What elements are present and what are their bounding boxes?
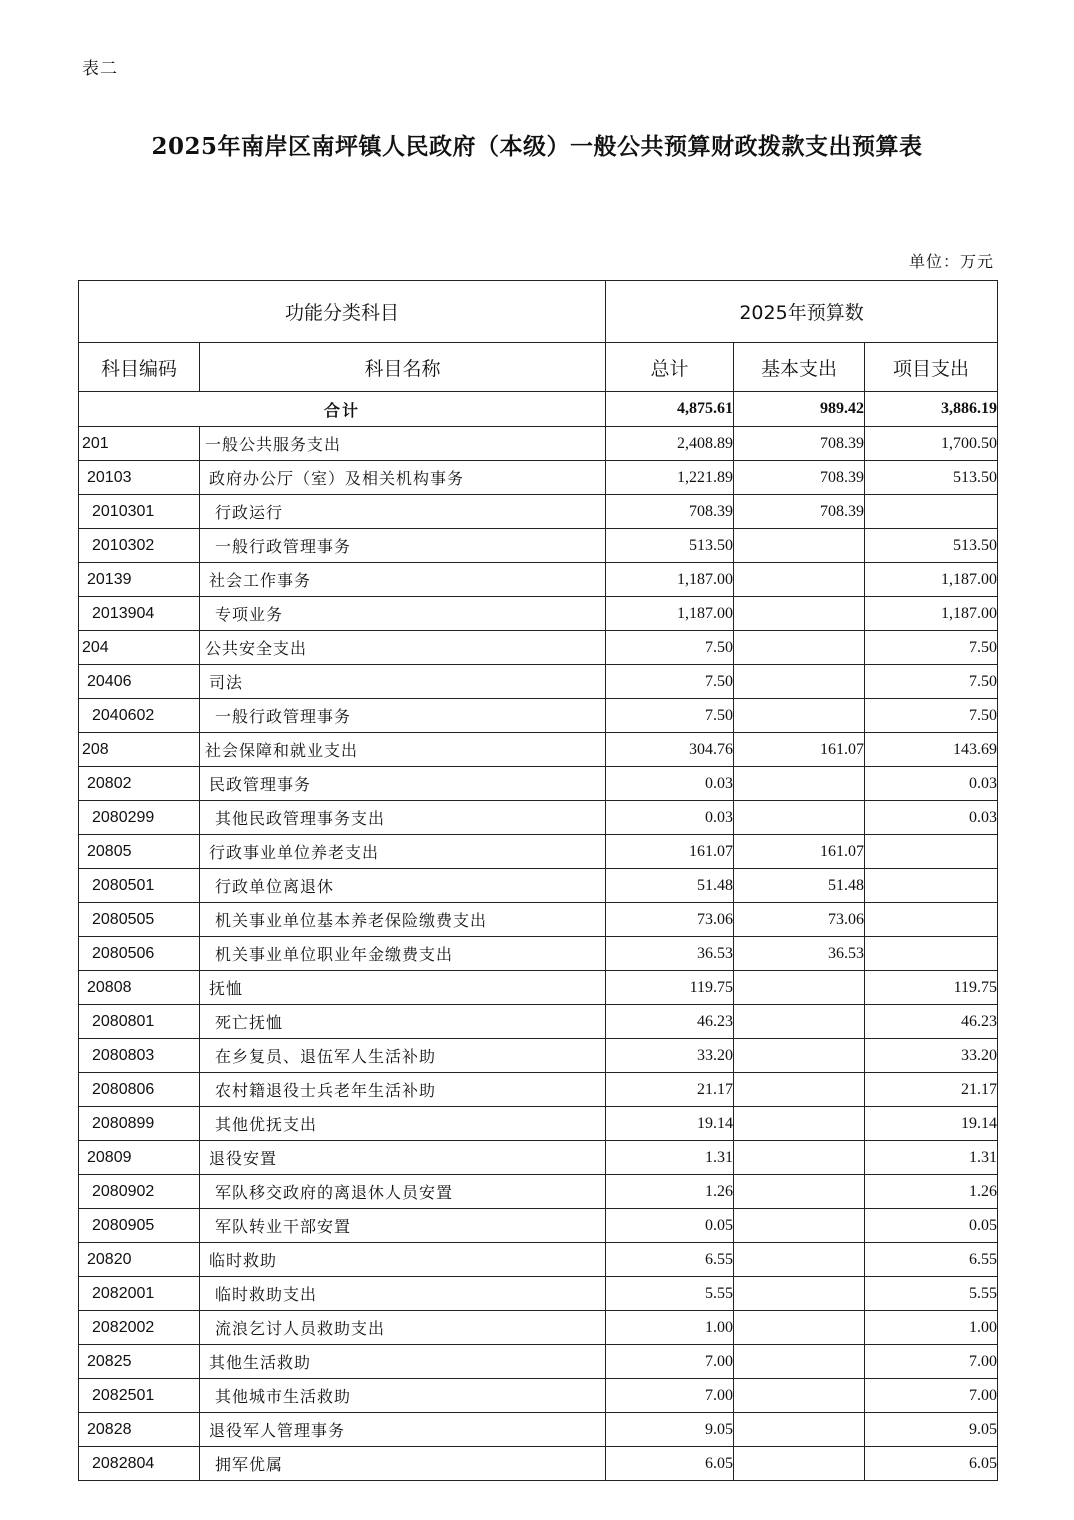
- row-basic: [734, 1107, 865, 1141]
- row-basic: [734, 563, 865, 597]
- row-name: 一般行政管理事务: [200, 699, 606, 733]
- table-row: [79, 971, 998, 1005]
- row-code: 2080902: [79, 1175, 200, 1209]
- table-row: [79, 937, 998, 971]
- table-row: [79, 631, 998, 665]
- row-basic: [734, 1209, 865, 1243]
- budget-table: [78, 280, 998, 1481]
- row-name: 行政事业单位养老支出: [200, 835, 606, 869]
- header-project: 项目支出: [865, 343, 998, 392]
- table-row: [79, 1379, 998, 1413]
- table-row: [79, 563, 998, 597]
- row-project: 46.23: [865, 1005, 998, 1039]
- row-name: 司法: [200, 665, 606, 699]
- row-total: 1.26: [606, 1175, 734, 1209]
- row-code: 20828: [79, 1413, 200, 1447]
- row-basic: [734, 1039, 865, 1073]
- row-project: 0.05: [865, 1209, 998, 1243]
- row-project: 143.69: [865, 733, 998, 767]
- row-basic: [734, 1345, 865, 1379]
- table-row: [79, 427, 998, 461]
- row-name: 民政管理事务: [200, 767, 606, 801]
- row-basic: [734, 971, 865, 1005]
- row-basic: [734, 1141, 865, 1175]
- header-row-group: [79, 281, 998, 343]
- row-total: 1.31: [606, 1141, 734, 1175]
- row-name: 抚恤: [200, 971, 606, 1005]
- row-project: 119.75: [865, 971, 998, 1005]
- row-project: 5.55: [865, 1277, 998, 1311]
- row-basic: 73.06: [734, 903, 865, 937]
- table-row: [79, 1209, 998, 1243]
- row-total: 6.55: [606, 1243, 734, 1277]
- row-code: 20103: [79, 461, 200, 495]
- row-project: 1.26: [865, 1175, 998, 1209]
- row-basic: [734, 529, 865, 563]
- table-row: [79, 1277, 998, 1311]
- table-row: [79, 597, 998, 631]
- row-basic: [734, 1447, 865, 1481]
- row-code: 2080801: [79, 1005, 200, 1039]
- row-basic: 36.53: [734, 937, 865, 971]
- row-name: 社会保障和就业支出: [200, 733, 606, 767]
- row-name: 临时救助: [200, 1243, 606, 1277]
- row-name: 机关事业单位职业年金缴费支出: [200, 937, 606, 971]
- row-name: 政府办公厅（室）及相关机构事务: [200, 461, 606, 495]
- table-row: [79, 1447, 998, 1481]
- table-row: [79, 767, 998, 801]
- row-project: 513.50: [865, 529, 998, 563]
- row-total: 51.48: [606, 869, 734, 903]
- table-row: [79, 1413, 998, 1447]
- row-name: 其他城市生活救助: [200, 1379, 606, 1413]
- row-code: 20825: [79, 1345, 200, 1379]
- row-name: 临时救助支出: [200, 1277, 606, 1311]
- row-total: 19.14: [606, 1107, 734, 1141]
- row-code: 20820: [79, 1243, 200, 1277]
- row-total: 0.03: [606, 801, 734, 835]
- table-row: [79, 699, 998, 733]
- row-name: 在乡复员、退伍军人生活补助: [200, 1039, 606, 1073]
- row-total: 73.06: [606, 903, 734, 937]
- row-code: 208: [79, 733, 200, 767]
- table-row: [79, 1243, 998, 1277]
- row-code: 20406: [79, 665, 200, 699]
- row-total: 36.53: [606, 937, 734, 971]
- row-basic: [734, 1175, 865, 1209]
- table-row: [79, 495, 998, 529]
- row-project: 19.14: [865, 1107, 998, 1141]
- row-basic: [734, 1413, 865, 1447]
- total-basic: 989.42: [734, 392, 865, 427]
- row-basic: [734, 767, 865, 801]
- table-row: [79, 1345, 998, 1379]
- row-total: 7.50: [606, 665, 734, 699]
- row-code: 2080803: [79, 1039, 200, 1073]
- row-project: 7.50: [865, 699, 998, 733]
- row-project: 1.31: [865, 1141, 998, 1175]
- row-code: 2080899: [79, 1107, 200, 1141]
- row-basic: [734, 1005, 865, 1039]
- row-project: [865, 835, 998, 869]
- row-total: 0.03: [606, 767, 734, 801]
- row-project: [865, 869, 998, 903]
- row-name: 拥军优属: [200, 1447, 606, 1481]
- table-row: [79, 835, 998, 869]
- row-code: 2010301: [79, 495, 200, 529]
- row-total: 9.05: [606, 1413, 734, 1447]
- row-name: 农村籍退役士兵老年生活补助: [200, 1073, 606, 1107]
- row-basic: 708.39: [734, 427, 865, 461]
- row-name: 机关事业单位基本养老保险缴费支出: [200, 903, 606, 937]
- row-basic: 161.07: [734, 733, 865, 767]
- document-title: 2025年南岸区南坪镇人民政府（本级）一般公共预算财政拨款支出预算表: [151, 133, 923, 160]
- row-code: 204: [79, 631, 200, 665]
- row-code: 2040602: [79, 699, 200, 733]
- row-name: 军队移交政府的离退休人员安置: [200, 1175, 606, 1209]
- row-total: 7.50: [606, 699, 734, 733]
- row-code: 2082002: [79, 1311, 200, 1345]
- row-code: 20805: [79, 835, 200, 869]
- header-budget-amount: 2025年预算数: [606, 281, 998, 343]
- row-name: 死亡抚恤: [200, 1005, 606, 1039]
- row-total: 7.00: [606, 1379, 734, 1413]
- row-total: 1.00: [606, 1311, 734, 1345]
- header-name: 科目名称: [200, 343, 606, 392]
- row-code: 2082804: [79, 1447, 200, 1481]
- row-name: 一般行政管理事务: [200, 529, 606, 563]
- row-total: 2,408.89: [606, 427, 734, 461]
- row-name: 其他优抚支出: [200, 1107, 606, 1141]
- row-total: 513.50: [606, 529, 734, 563]
- total-sum: 4,875.61: [606, 392, 734, 427]
- total-row: [79, 392, 998, 427]
- row-name: 行政单位离退休: [200, 869, 606, 903]
- row-total: 5.55: [606, 1277, 734, 1311]
- row-total: 1,187.00: [606, 563, 734, 597]
- table-row: [79, 1039, 998, 1073]
- row-total: 46.23: [606, 1005, 734, 1039]
- row-code: 2080806: [79, 1073, 200, 1107]
- row-project: [865, 937, 998, 971]
- row-code: 20808: [79, 971, 200, 1005]
- table-row: [79, 1107, 998, 1141]
- table-row: [79, 1311, 998, 1345]
- row-code: 201: [79, 427, 200, 461]
- row-project: 1.00: [865, 1311, 998, 1345]
- table-row: [79, 801, 998, 835]
- row-total: 0.05: [606, 1209, 734, 1243]
- row-name: 一般公共服务支出: [200, 427, 606, 461]
- table-row: [79, 1175, 998, 1209]
- row-code: 2080501: [79, 869, 200, 903]
- row-total: 119.75: [606, 971, 734, 1005]
- header-total: 总计: [606, 343, 734, 392]
- row-project: 7.50: [865, 665, 998, 699]
- row-name: 行政运行: [200, 495, 606, 529]
- row-basic: [734, 1073, 865, 1107]
- row-code: 20809: [79, 1141, 200, 1175]
- total-project: 3,886.19: [865, 392, 998, 427]
- row-code: 2082501: [79, 1379, 200, 1413]
- table-label: 表二: [82, 59, 118, 79]
- row-name: 其他生活救助: [200, 1345, 606, 1379]
- row-basic: [734, 1379, 865, 1413]
- row-code: 2080299: [79, 801, 200, 835]
- row-name: 社会工作事务: [200, 563, 606, 597]
- table-row: [79, 1141, 998, 1175]
- row-basic: 708.39: [734, 461, 865, 495]
- row-basic: [734, 699, 865, 733]
- row-basic: [734, 1243, 865, 1277]
- row-code: 2080505: [79, 903, 200, 937]
- row-project: 513.50: [865, 461, 998, 495]
- row-project: 1,700.50: [865, 427, 998, 461]
- table-row: [79, 529, 998, 563]
- row-name: 军队转业干部安置: [200, 1209, 606, 1243]
- row-basic: [734, 665, 865, 699]
- table-row: [79, 461, 998, 495]
- table-row: [79, 869, 998, 903]
- row-basic: 161.07: [734, 835, 865, 869]
- row-code: 2080905: [79, 1209, 200, 1243]
- row-total: 1,187.00: [606, 597, 734, 631]
- header-basic: 基本支出: [734, 343, 865, 392]
- row-project: 0.03: [865, 801, 998, 835]
- row-name: 专项业务: [200, 597, 606, 631]
- table-row: [79, 733, 998, 767]
- row-project: [865, 903, 998, 937]
- row-code: 2082001: [79, 1277, 200, 1311]
- row-basic: [734, 801, 865, 835]
- row-total: 6.05: [606, 1447, 734, 1481]
- header-functional-classification: 功能分类科目: [79, 281, 606, 343]
- row-total: 304.76: [606, 733, 734, 767]
- row-project: 6.55: [865, 1243, 998, 1277]
- table-row: [79, 1073, 998, 1107]
- row-basic: [734, 597, 865, 631]
- row-code: 20139: [79, 563, 200, 597]
- row-name: 公共安全支出: [200, 631, 606, 665]
- row-total: 7.00: [606, 1345, 734, 1379]
- row-project: 9.05: [865, 1413, 998, 1447]
- unit-label: 单位：万元: [908, 252, 994, 271]
- table-row: [79, 1005, 998, 1039]
- row-total: 33.20: [606, 1039, 734, 1073]
- row-project: 1,187.00: [865, 597, 998, 631]
- row-code: 2013904: [79, 597, 200, 631]
- header-row-columns: [79, 343, 998, 392]
- row-project: 1,187.00: [865, 563, 998, 597]
- row-project: 7.50: [865, 631, 998, 665]
- total-label: 合计: [79, 392, 606, 427]
- header-code: 科目编码: [79, 343, 200, 392]
- row-basic: [734, 1311, 865, 1345]
- row-code: 2080506: [79, 937, 200, 971]
- row-total: 7.50: [606, 631, 734, 665]
- row-name: 流浪乞讨人员救助支出: [200, 1311, 606, 1345]
- row-name: 退役安置: [200, 1141, 606, 1175]
- row-total: 21.17: [606, 1073, 734, 1107]
- row-project: 6.05: [865, 1447, 998, 1481]
- row-basic: [734, 1277, 865, 1311]
- row-total: 1,221.89: [606, 461, 734, 495]
- row-basic: 51.48: [734, 869, 865, 903]
- row-project: [865, 495, 998, 529]
- row-basic: [734, 631, 865, 665]
- row-total: 708.39: [606, 495, 734, 529]
- table-row: [79, 903, 998, 937]
- row-total: 161.07: [606, 835, 734, 869]
- row-project: 0.03: [865, 767, 998, 801]
- row-code: 20802: [79, 767, 200, 801]
- table-row: [79, 665, 998, 699]
- row-basic: 708.39: [734, 495, 865, 529]
- row-project: 33.20: [865, 1039, 998, 1073]
- row-name: 退役军人管理事务: [200, 1413, 606, 1447]
- row-project: 7.00: [865, 1379, 998, 1413]
- row-name: 其他民政管理事务支出: [200, 801, 606, 835]
- row-project: 21.17: [865, 1073, 998, 1107]
- row-project: 7.00: [865, 1345, 998, 1379]
- row-code: 2010302: [79, 529, 200, 563]
